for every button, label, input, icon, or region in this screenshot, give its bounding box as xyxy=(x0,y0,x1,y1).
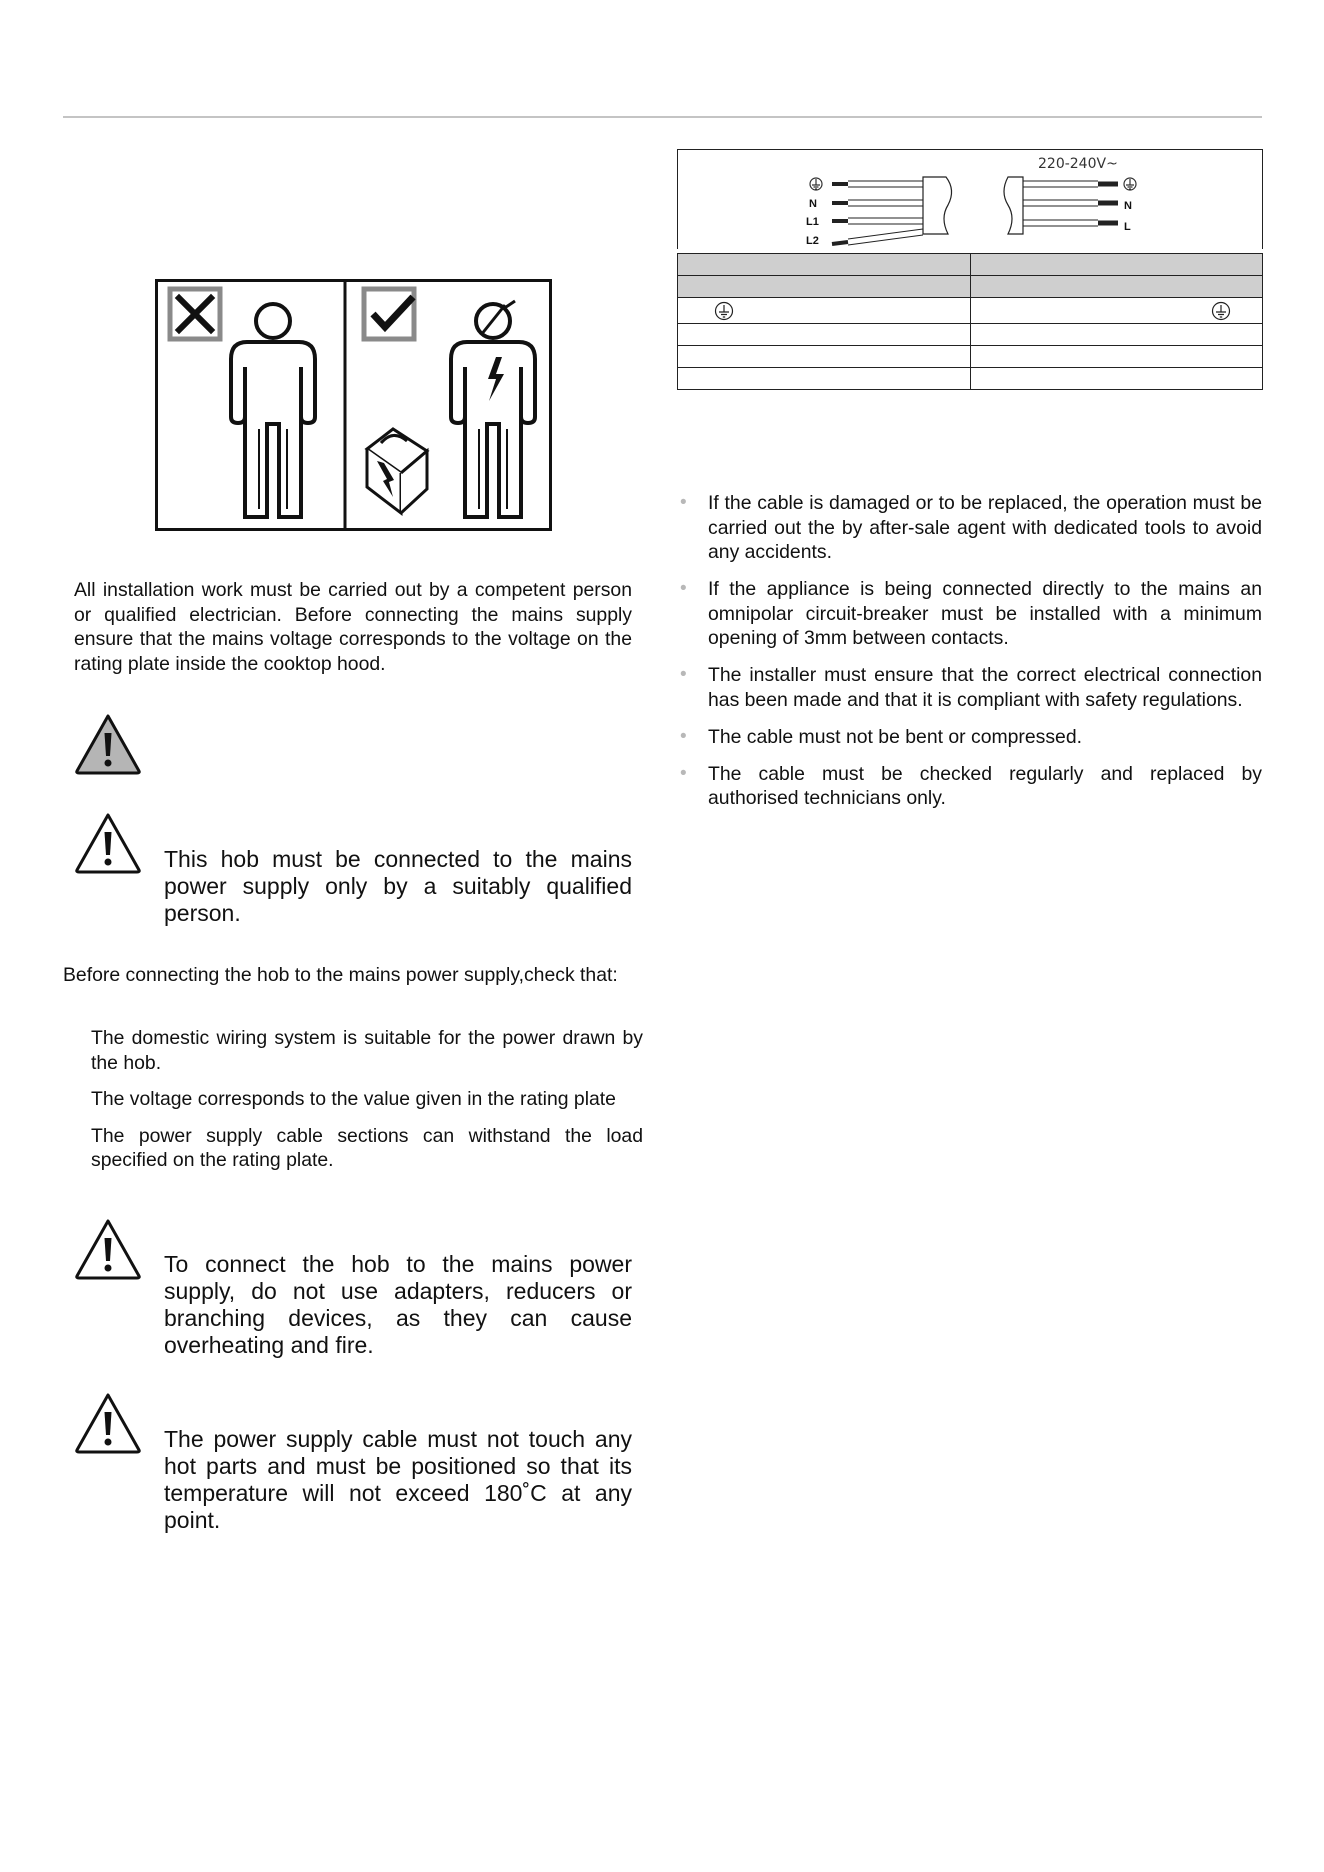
table-cell xyxy=(678,368,971,390)
warning-adapters: To connect the hob to the mains power supply, do not use adapters, reducers or branching devices, as they can cause overheating and fire. xyxy=(164,1251,632,1358)
warning-icon xyxy=(74,713,142,775)
bullet-icon: • xyxy=(680,762,687,784)
before-connecting-heading: Before connecting the hob to the mains power supply,check that: xyxy=(63,964,618,986)
check-icon xyxy=(364,289,414,339)
table-cell xyxy=(970,368,1263,390)
warning-hob-connection: This hob must be connected to the mains power supply only by a suitably qualified person. xyxy=(164,846,632,926)
wiring-table xyxy=(677,253,1263,390)
table-row xyxy=(678,298,1263,324)
warning-cable-heat: The power supply cable must not touch any hot parts and must be positioned so that its temperature will not exceed 180˚C at any point. xyxy=(164,1426,632,1533)
warning-icon xyxy=(74,812,142,874)
table-cell xyxy=(678,276,971,298)
list-item: The voltage corresponds to the value given in the rating plate xyxy=(91,1088,616,1110)
list-item: The domestic wiring system is suitable for the power drawn by the hob. xyxy=(91,1027,643,1074)
table-cell xyxy=(678,254,971,276)
header-rule xyxy=(63,116,1262,118)
table-row xyxy=(678,368,1263,390)
list-item xyxy=(680,725,1262,750)
earth-ground-icon xyxy=(714,301,734,321)
bullet-icon: • xyxy=(680,725,687,747)
table-cell xyxy=(970,298,1263,324)
table-cell xyxy=(970,324,1263,346)
check-list xyxy=(91,1026,643,1185)
terminal-label: L1 xyxy=(806,216,819,228)
table-row xyxy=(678,276,1263,298)
list-item: The power supply cable sections can withstand the load specified on the rating plate. xyxy=(91,1124,643,1171)
bullet-text: If the cable is damaged or to be replaced, the operation must be carried out the by after-sale agent with dedicated tools to avoid any accidents. xyxy=(708,492,1262,563)
list-item xyxy=(680,491,1262,565)
cross-icon xyxy=(170,289,220,339)
terminal-label: L2 xyxy=(806,235,819,247)
table-row xyxy=(678,324,1263,346)
wiring-diagram xyxy=(677,149,1263,249)
qualified-person-pictogram xyxy=(155,279,552,531)
warning-icon xyxy=(74,1392,142,1454)
terminal-label: N xyxy=(1124,200,1132,212)
table-row xyxy=(678,346,1263,368)
terminal-label: L xyxy=(1124,221,1131,233)
cable-bullet-list xyxy=(680,491,1262,823)
earth-ground-icon xyxy=(1124,178,1136,190)
bullet-text: The installer must ensure that the correct electrical connection has been made and that it is compliant with safety regulations. xyxy=(708,664,1262,711)
table-cell xyxy=(678,298,971,324)
terminal-label: N xyxy=(809,198,817,210)
list-item xyxy=(680,762,1262,811)
earth-ground-icon xyxy=(810,178,822,190)
table-cell xyxy=(970,254,1263,276)
list-item xyxy=(680,577,1262,651)
table-cell xyxy=(678,346,971,368)
bullet-icon: • xyxy=(680,578,687,599)
table-row xyxy=(678,254,1263,276)
bullet-text: The cable must be checked regularly and replaced by authorised technicians only. xyxy=(708,762,1262,809)
bullet-text: The cable must not be bent or compressed. xyxy=(708,725,1083,748)
table-cell xyxy=(678,324,971,346)
table-cell xyxy=(970,346,1263,368)
list-item xyxy=(680,663,1262,712)
installation-intro: All installation work must be carried out by a competent person or qualified electrician. Before connecting the mains supply ensure that the mains voltage corresponds to the voltage on the rating plate inside the cooktop hood. xyxy=(74,579,632,675)
voltage-label: 220-240V~ xyxy=(1038,156,1118,172)
warning-icon xyxy=(74,1218,142,1280)
bullet-icon: • xyxy=(680,492,687,513)
table-cell xyxy=(970,276,1263,298)
bullet-icon: • xyxy=(680,664,687,685)
earth-ground-icon xyxy=(1211,301,1231,321)
bullet-text: If the appliance is being connected directly to the mains an omnipolar circuit-breaker must be installed with a minimum opening of 3mm between contacts. xyxy=(708,578,1262,649)
